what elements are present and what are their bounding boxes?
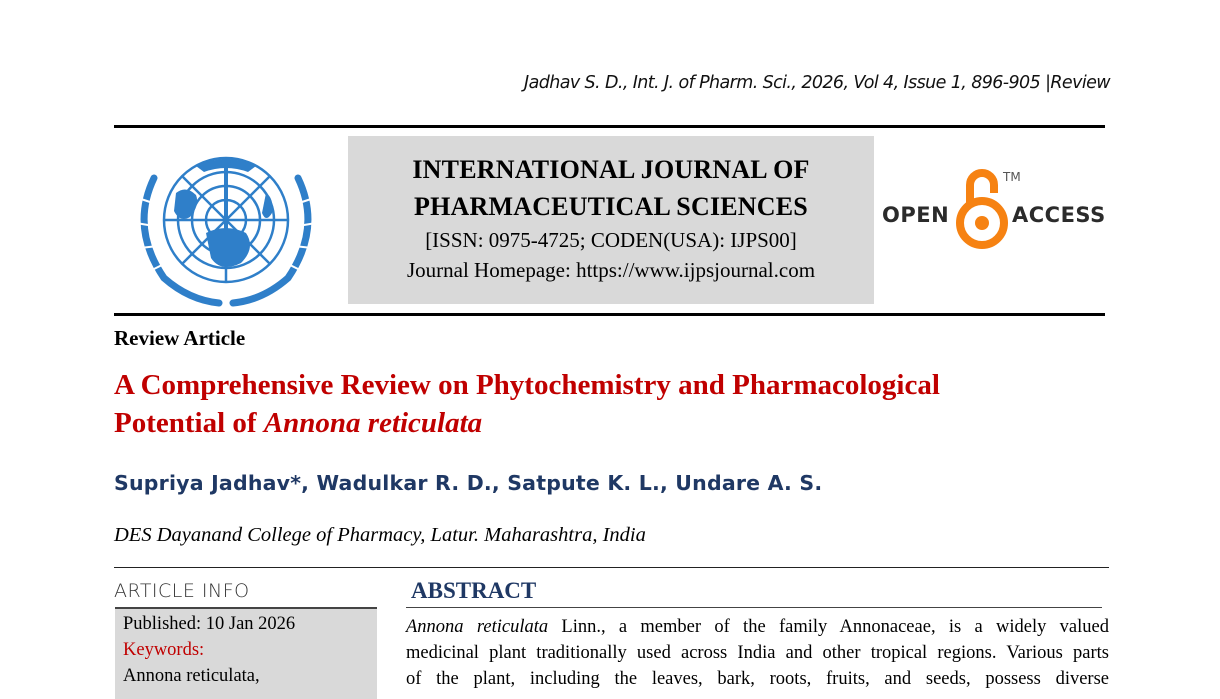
article-title-line2 (114, 404, 1054, 442)
open-access-badge (880, 165, 1110, 255)
running-head: Jadhav S. D., Int. J. of Pharm. Sci., 2026, Vol 4, Issue 1, 896-905 |Review (524, 73, 1110, 93)
title-prefix: Potential of (114, 407, 264, 439)
affiliation-rule (114, 567, 1109, 568)
header-top-rule (114, 125, 1105, 128)
article-type: Review Article (114, 326, 246, 350)
article-title-line1: A Comprehensive Review on Phytochemistry and Pharmacological (114, 369, 940, 401)
affiliation: DES Dayanand College of Pharmacy, Latur. Maharashtra, India (114, 524, 646, 546)
abstract-species-name: Annona reticulata (406, 617, 549, 637)
abstract-line-3: of the plant, including the leaves, bark, roots, fruits, and seeds, possess diverse (406, 669, 1109, 689)
abstract-line-2: medicinal plant traditionally used across India and other tropical regions. Various parts (406, 643, 1109, 663)
author-list: Supriya Jadhav*, Wadulkar R. D., Satpute K. L., Undare A. S. (114, 471, 823, 495)
abstract-body (406, 614, 1109, 692)
article-info-heading: ARTICLE INFO (114, 580, 250, 602)
keywords-label: Keywords: (123, 640, 205, 660)
journal-title-line2: PHARMACEUTICAL SCIENCES (414, 192, 808, 221)
homepage-line: Journal Homepage: https://www.ijpsjournal.com (406, 258, 816, 282)
abstract-line-1-text: Linn., a member of the family Annonaceae, is a widely valued (548, 617, 1109, 637)
open-label: OPEN (882, 203, 950, 227)
journal-masthead (348, 136, 874, 304)
header-bottom-rule (114, 313, 1105, 316)
access-label: ACCESS (1012, 203, 1106, 227)
published-date: Published: 10 Jan 2026 (123, 614, 296, 634)
title-species-name: Annona reticulata (263, 407, 483, 439)
abstract-line-1 (406, 614, 1109, 640)
open-access-lock-icon (956, 165, 1008, 251)
abstract-rule (406, 607, 1102, 608)
trademark-label: TM (1003, 170, 1021, 184)
journal-emblem-icon (126, 138, 326, 308)
journal-title (348, 151, 874, 225)
article-info-box (115, 607, 377, 699)
abstract-heading: ABSTRACT (411, 578, 537, 603)
keyword-item: Annona reticulata, (123, 666, 260, 686)
issn-line: [ISSN: 0975-4725; CODEN(USA): IJPS00] (425, 228, 797, 252)
article-title (114, 366, 1054, 442)
journal-title-line1: INTERNATIONAL JOURNAL OF (412, 155, 810, 184)
